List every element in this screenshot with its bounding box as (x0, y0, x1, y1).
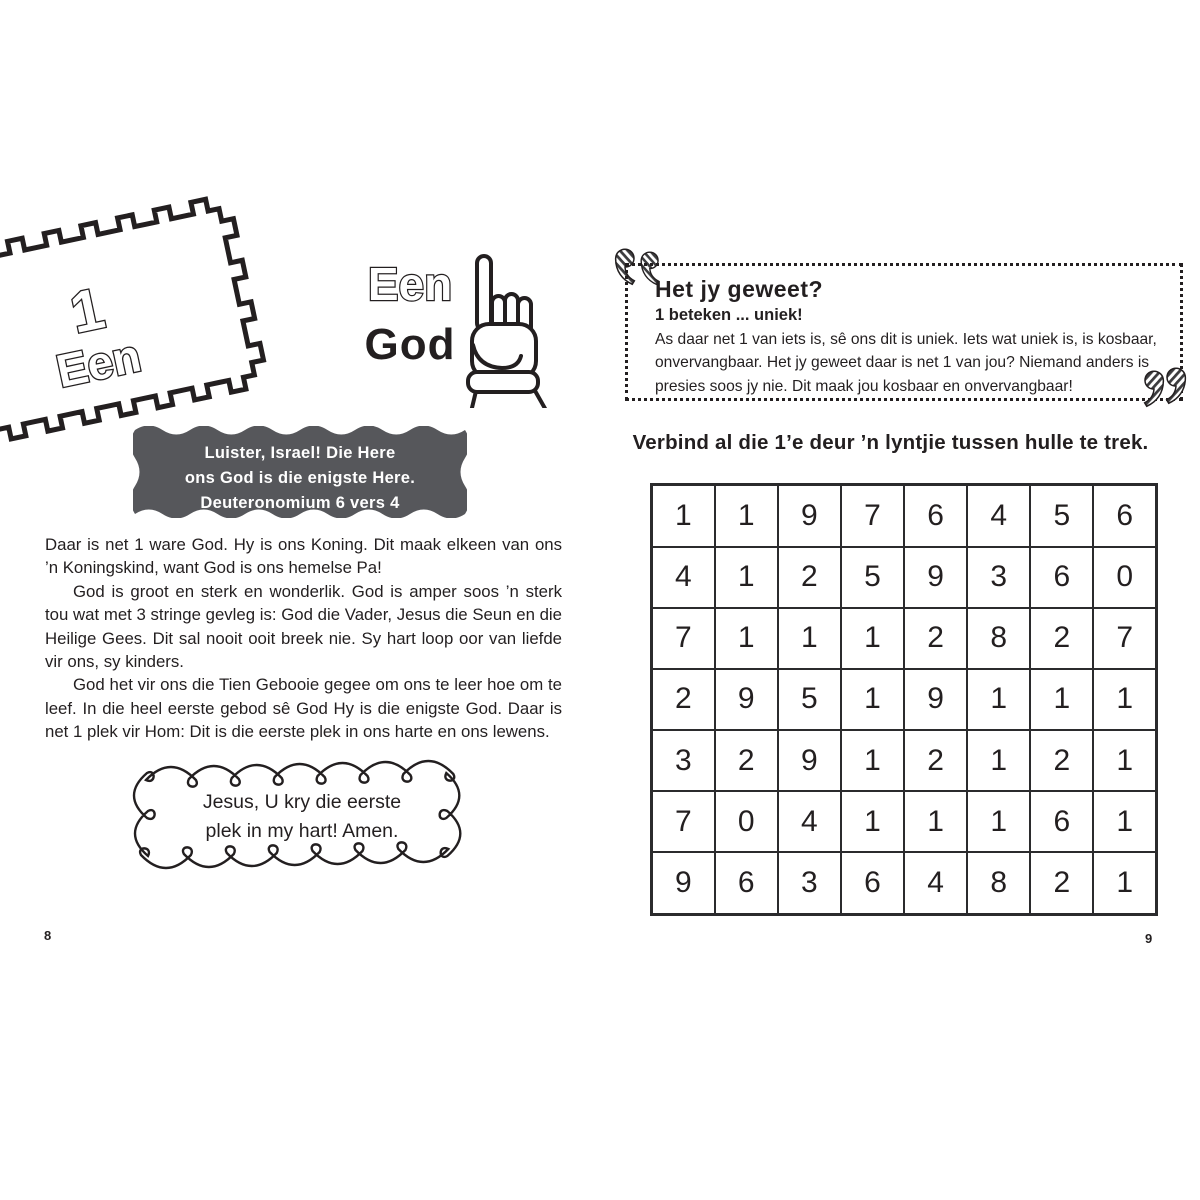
grid-cell: 4 (967, 485, 1030, 547)
right-page (600, 0, 1200, 1200)
grid-cell: 3 (967, 547, 1030, 608)
lesson-text (45, 533, 562, 744)
grid-cell: 9 (778, 730, 841, 791)
page-number-left: 8 (44, 928, 52, 943)
grid-cell: 7 (1093, 608, 1156, 669)
grid-cell: 8 (967, 852, 1030, 914)
grid-cell: 0 (715, 791, 778, 852)
page-number-right: 9 (1145, 931, 1153, 946)
grid-cell: 6 (1030, 791, 1093, 852)
grid-cell: 9 (904, 547, 967, 608)
prayer-text (138, 788, 466, 846)
grid-row (652, 485, 1157, 547)
grid-cell: 1 (1093, 791, 1156, 852)
grid-cell: 2 (904, 608, 967, 669)
did-you-know-body: As daar net 1 van iets is, sê ons dit is uniek. Iets wat uniek is, is kosbaar, onvervangbaar. Het jy geweet daar is net 1 van jou? Niemand anders is presies soos jy nie. Dit maak jou kosbaar en onvervangbaar! (655, 331, 1157, 395)
grid-cell: 7 (652, 791, 715, 852)
svg-text:Een: Een (367, 258, 453, 310)
grid-cell: 6 (1030, 547, 1093, 608)
grid-cell: 2 (904, 730, 967, 791)
grid-row (652, 547, 1157, 608)
activity-instruction: Verbind al die 1’e deur ’n lyntjie tussen hulle te trek. (632, 431, 1149, 454)
title-word-god: God (364, 320, 456, 369)
grid-cell: 1 (967, 791, 1030, 852)
grid-cell: 6 (841, 852, 904, 914)
grid-cell: 7 (652, 608, 715, 669)
grid-cell: 1 (841, 730, 904, 791)
did-you-know-box (625, 263, 1183, 401)
grid-row (652, 669, 1157, 730)
grid-cell: 1 (841, 608, 904, 669)
verse-line: Deuteronomium 6 vers 4 (200, 494, 400, 512)
grid-cell: 3 (778, 852, 841, 914)
grid-cell: 2 (652, 669, 715, 730)
grid-cell: 1 (1093, 852, 1156, 914)
grid-row (652, 791, 1157, 852)
puzzle-number: 1 (64, 275, 110, 346)
grid-cell: 8 (967, 608, 1030, 669)
lesson-paragraph: Daar is net 1 ware God. Hy is ons Koning. Dit maak elkeen van ons ’n Koningskind, want God is ons hemelse Pa! (45, 535, 562, 578)
grid-cell: 1 (715, 547, 778, 608)
grid-cell: 1 (715, 608, 778, 669)
grid-row (652, 730, 1157, 791)
grid-cell: 6 (715, 852, 778, 914)
grid-cell: 6 (1093, 485, 1156, 547)
verse-banner (133, 426, 467, 518)
grid-cell: 1 (1030, 669, 1093, 730)
grid-cell: 7 (841, 485, 904, 547)
grid-cell: 1 (841, 669, 904, 730)
grid-cell: 1 (967, 669, 1030, 730)
grid-row (652, 608, 1157, 669)
grid-cell: 9 (715, 669, 778, 730)
grid-row (652, 852, 1157, 914)
grid-cell: 5 (1030, 485, 1093, 547)
grid-cell: 2 (1030, 730, 1093, 791)
did-you-know-heading: Het jy geweet? (655, 276, 824, 302)
grid-cell: 4 (652, 547, 715, 608)
grid-cell: 3 (652, 730, 715, 791)
grid-cell: 1 (967, 730, 1030, 791)
puzzle-word: Een (51, 328, 146, 398)
grid-cell: 1 (1093, 669, 1156, 730)
did-you-know-subheading: 1 beteken ... uniek! (655, 306, 803, 324)
prayer-line: plek in my hart! Amen. (205, 820, 399, 842)
grid-cell: 4 (904, 852, 967, 914)
grid-cell: 9 (778, 485, 841, 547)
grid-cell: 2 (778, 547, 841, 608)
grid-cell: 5 (841, 547, 904, 608)
verse-line: Luister, Israel! Die Here (204, 444, 396, 462)
close-quote-icon (1138, 364, 1190, 408)
grid-cell: 0 (1093, 547, 1156, 608)
grid-cell: 1 (778, 608, 841, 669)
prayer-line: Jesus, U kry die eerste (202, 791, 402, 813)
number-grid (650, 483, 1158, 916)
grid-cell: 4 (778, 791, 841, 852)
grid-cell: 2 (1030, 608, 1093, 669)
lesson-paragraph: God is groot en sterk en wonderlik. God is amper soos ’n sterk tou wat met 3 stringe gevleg is: God die Vader, Jesus die Seun en die Heilige Gees. Dit sal nooit ooit breek nie. Sy hart loop oor van liefde vir ons, sy kinders. (45, 581, 562, 672)
grid-cell: 1 (1093, 730, 1156, 791)
verse-text (133, 441, 467, 516)
grid-cell: 2 (1030, 852, 1093, 914)
grid-cell: 1 (841, 791, 904, 852)
grid-cell: 9 (652, 852, 715, 914)
grid-cell: 9 (904, 669, 967, 730)
verse-line: ons God is die enigste Here. (184, 469, 416, 487)
grid-cell: 1 (715, 485, 778, 547)
pointing-hand-icon (448, 250, 548, 408)
prayer-bubble (128, 752, 476, 884)
grid-cell: 5 (778, 669, 841, 730)
grid-cell: 2 (715, 730, 778, 791)
grid-cell: 6 (904, 485, 967, 547)
lesson-paragraph: God het vir ons die Tien Gebooie gegee om ons te leer hoe om te leef. In die heel eerste gebod sê God Hy is die enigste God. Daar is net 1 plek vir Hom: Dit is die eerste plek in ons harte en ons lewens. (45, 675, 562, 742)
grid-cell: 1 (652, 485, 715, 547)
grid-cell: 1 (904, 791, 967, 852)
